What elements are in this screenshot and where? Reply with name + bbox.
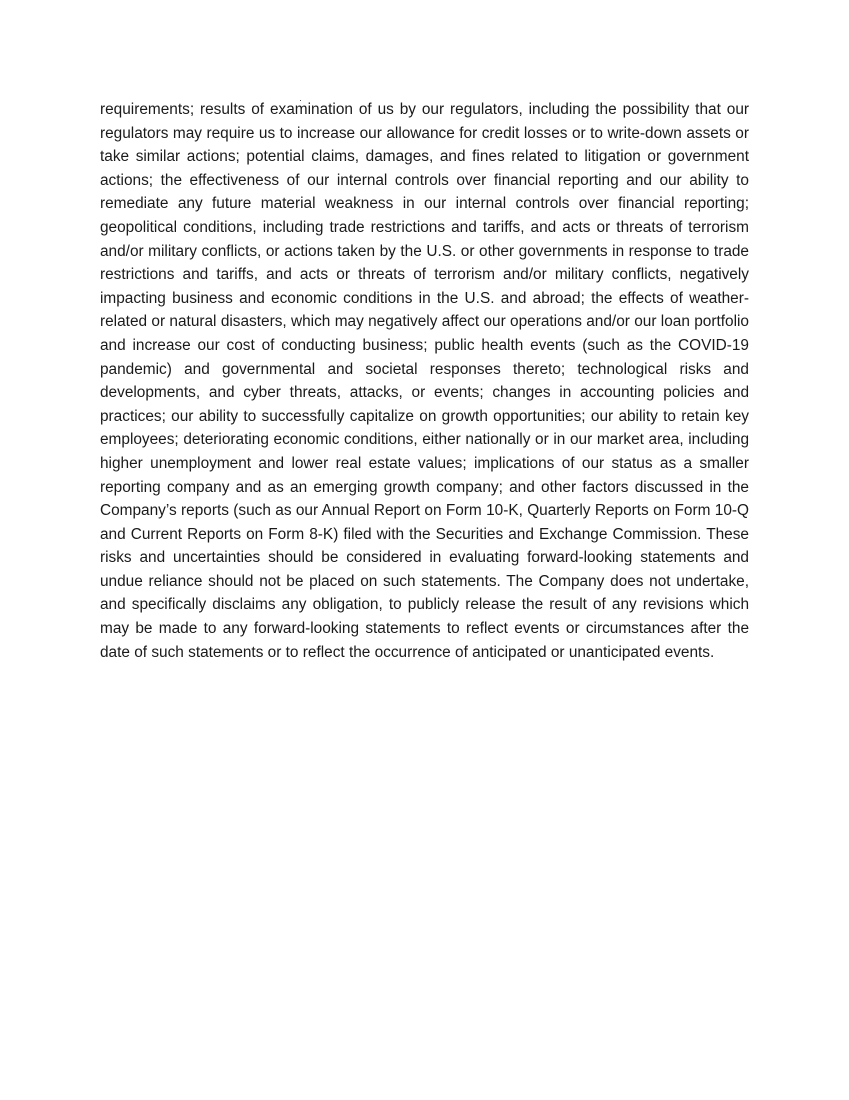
forward-looking-statements-paragraph: requirements; results of examination of us by our regulators, including the possibility that our regulators may require us to increase our allowance for credit losses or to write-down assets or take similar actions; potential claims, damages, and fines related to litigation or government actions; the effectiveness of our internal controls over financial reporting and our ability to remediate any future material weakness in our internal controls over financial reporting; geopolitical conditions, including trade restrictions and tariffs, and acts or threats of terrorism and/or military conflicts, or actions taken by the U.S. or other governments in response to trade restrictions and tariffs, and acts or threats of terrorism and/or military conflicts, negatively impacting business and economic conditions in the U.S. and abroad; the effects of weather-related or natural disasters, which may negatively affect our operations and/or our loan portfolio and increase our cost of conducting business; public health events (such as the COVID-19 pandemic) and governmental and societal responses thereto; technological risks and developments, and cyber threats, attacks, or events; changes in accounting policies and practices; our ability to successfully capitalize on growth opportunities; our ability to retain key employees; deteriorating economic conditions, either nationally or in our market area, including higher unemployment and lower real estate values; implications of our status as a smaller reporting company and as an emerging growth company; and other factors discussed in the Company’s reports (such as our Annual Report on Form 10-K, Quarterly Reports on Form 10-Q and Current Reports on Form 8-K) filed with the Securities and Exchange Commission. These risks and uncertainties should be considered in evaluating forward-looking statements and undue reliance should not be placed on such statements. The Company does not undertake, and specifically disclaims any obligation, to publicly release the result of any revisions which may be made to any forward-looking statements to reflect events or circumstances after the date of such statements or to reflect the occurrence of anticipated or unanticipated events. (100, 101, 749, 661)
